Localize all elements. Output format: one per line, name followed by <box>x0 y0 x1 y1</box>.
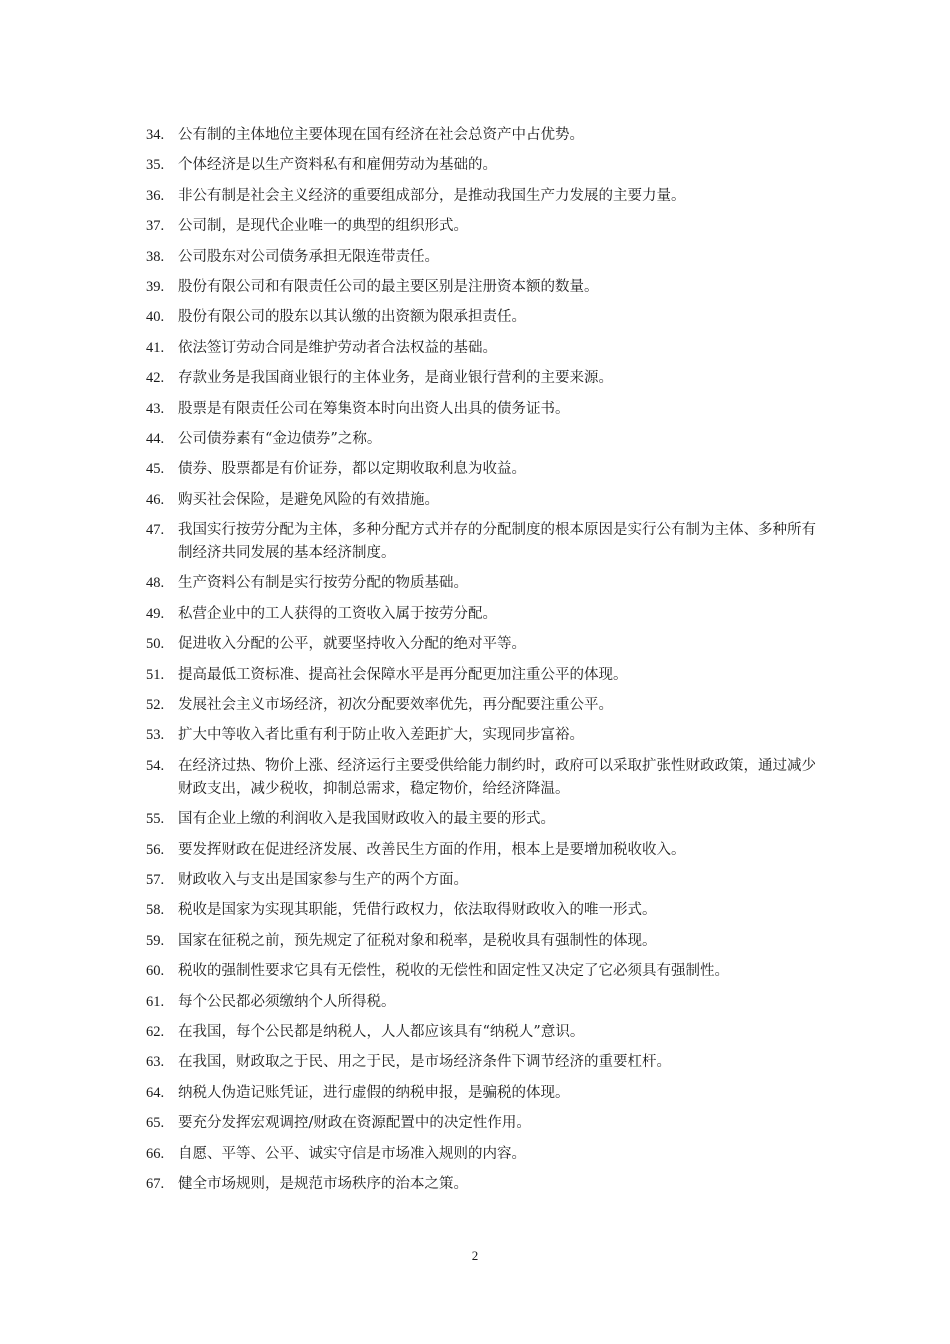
item-number: 63. <box>146 1054 165 1071</box>
item-number: 57. <box>146 871 165 888</box>
item-number: 43. <box>146 400 165 417</box>
item-number: 35. <box>146 157 165 174</box>
item-text: 每个公民都必须缴纳个人所得税。 <box>178 993 396 1010</box>
item-text: 税收是国家为实现其职能，凭借行政权力，依法取得财政收入的唯一形式。 <box>178 902 657 919</box>
list-item <box>146 367 816 390</box>
item-text: 在我国，每个公民都是纳税人，人人都应该具有“纳税人”意识。 <box>178 1023 585 1040</box>
list-item <box>146 519 816 565</box>
item-number: 60. <box>146 963 165 980</box>
item-number: 64. <box>146 1084 165 1101</box>
item-text: 债券、股票都是有价证券，都以定期收取利息为收益。 <box>178 461 526 478</box>
item-number: 36. <box>146 187 165 204</box>
list-item <box>146 664 816 687</box>
list-item <box>146 869 816 892</box>
item-number: 34. <box>146 127 165 143</box>
list-item <box>146 694 816 717</box>
item-text: 在我国，财政取之于民、用之于民，是市场经济条件下调节经济的重要杠杆。 <box>178 1054 671 1071</box>
item-number: 59. <box>146 932 165 949</box>
item-text: 非公有制是社会主义经济的重要组成部分，是推动我国生产力发展的主要力量。 <box>178 187 686 204</box>
item-number: 62. <box>146 1023 165 1040</box>
list-item <box>146 991 816 1014</box>
item-text: 个体经济是以生产资料私有和雇佣劳动为基础的。 <box>178 157 497 174</box>
item-number: 39. <box>146 278 165 295</box>
page-number: 2 <box>471 1248 479 1263</box>
item-text: 国有企业上缴的利润收入是我国财政收入的最主要的形式。 <box>178 811 555 828</box>
list-item <box>146 1112 816 1135</box>
item-number: 53. <box>146 727 165 744</box>
list-item <box>146 839 816 862</box>
list-item <box>146 633 816 656</box>
item-text: 生产资料公有制是实行按劳分配的物质基础。 <box>178 575 468 592</box>
item-number: 38. <box>146 248 165 265</box>
item-number: 56. <box>146 841 165 858</box>
list-item <box>146 603 816 626</box>
item-text: 要发挥财政在促进经济发展、改善民生方面的作用，根本上是要增加税收收入。 <box>178 841 686 858</box>
item-number: 67. <box>146 1175 165 1192</box>
list-item <box>146 154 816 177</box>
list-item <box>146 185 816 208</box>
list-item <box>146 572 816 595</box>
item-text: 纳税人伪造记账凭证，进行虚假的纳税申报，是骗税的体现。 <box>178 1084 570 1101</box>
item-number: 50. <box>146 636 165 653</box>
item-text: 财政收入与支出是国家参与生产的两个方面。 <box>178 871 468 888</box>
list-item <box>146 1021 816 1044</box>
item-number: 45. <box>146 461 165 478</box>
item-number: 55. <box>146 811 165 828</box>
item-text: 要充分发挥宏观调控/财政在资源配置中的决定性作用。 <box>178 1115 531 1132</box>
list-item <box>146 398 816 421</box>
item-text: 购买社会保险，是避免风险的有效措施。 <box>178 491 439 508</box>
list-item <box>146 458 816 481</box>
item-number: 65. <box>146 1115 165 1132</box>
item-number: 66. <box>146 1145 165 1162</box>
list-item <box>146 930 816 953</box>
list-item <box>146 1051 816 1074</box>
item-number: 48. <box>146 575 165 592</box>
list-item <box>146 306 816 329</box>
item-text: 税收的强制性要求它具有无偿性，税收的无偿性和固定性又决定了它必须具有强制性。 <box>178 963 729 980</box>
item-text: 我国实行按劳分配为主体，多种分配方式并存的分配制度的根本原因是实行公有制为主体、多种所有制经济共同发展的基本经济制度。 <box>178 522 816 562</box>
item-text: 股份有限公司的股东以其认缴的出资额为限承担责任。 <box>178 309 526 326</box>
item-text: 股票是有限责任公司在筹集资本时向出资人出具的债务证书。 <box>178 400 570 417</box>
item-text: 扩大中等收入者比重有利于防止收入差距扩大，实现同步富裕。 <box>178 727 584 744</box>
item-text: 公司债券素有“金边债券”之称。 <box>178 430 382 447</box>
item-number: 41. <box>146 339 165 356</box>
item-text: 健全市场规则，是规范市场秩序的治本之策。 <box>178 1175 468 1192</box>
list-item <box>146 808 816 831</box>
item-number: 44. <box>146 430 165 447</box>
list-item <box>146 276 816 299</box>
item-text: 公司制，是现代企业唯一的典型的组织形式。 <box>178 218 468 235</box>
item-number: 40. <box>146 309 165 326</box>
list-item <box>146 246 816 269</box>
item-text: 促进收入分配的公平，就要坚持收入分配的绝对平等。 <box>178 636 526 653</box>
list-item <box>146 489 816 512</box>
list-item <box>146 724 816 747</box>
item-text: 公有制的主体地位主要体现在国有经济在社会总资产中占优势。 <box>178 127 584 143</box>
item-number: 54. <box>146 757 165 774</box>
item-number: 49. <box>146 605 165 622</box>
item-number: 46. <box>146 491 165 508</box>
list-item <box>146 960 816 983</box>
item-text: 发展社会主义市场经济，初次分配要效率优先，再分配要注重公平。 <box>178 697 613 714</box>
list-item <box>146 1173 816 1196</box>
item-number: 51. <box>146 666 165 683</box>
item-text: 公司股东对公司债务承担无限连带责任。 <box>178 248 439 265</box>
item-text: 在经济过热、物价上涨、经济运行主要受供给能力制约时，政府可以采取扩张性财政政策，通过减少财政支出，减少税收，抑制总需求，稳定物价，给经济降温。 <box>178 757 816 797</box>
item-text: 存款业务是我国商业银行的主体业务，是商业银行营利的主要来源。 <box>178 370 613 387</box>
list-item <box>146 899 816 922</box>
statement-list <box>146 124 816 1203</box>
item-text: 依法签订劳动合同是维护劳动者合法权益的基础。 <box>178 339 497 356</box>
list-item <box>146 215 816 238</box>
item-text: 自愿、平等、公平、诚实守信是市场准入规则的内容。 <box>178 1145 526 1162</box>
item-number: 47. <box>146 522 165 539</box>
list-item <box>146 428 816 451</box>
list-item <box>146 1082 816 1105</box>
item-number: 52. <box>146 697 165 714</box>
item-number: 37. <box>146 218 165 235</box>
item-text: 股份有限公司和有限责任公司的最主要区别是注册资本额的数量。 <box>178 278 599 295</box>
list-item <box>146 1143 816 1166</box>
list-item <box>146 337 816 360</box>
item-text: 国家在征税之前，预先规定了征税对象和税率，是税收具有强制性的体现。 <box>178 932 657 949</box>
item-text: 提高最低工资标准、提高社会保障水平是再分配更加注重公平的体现。 <box>178 666 628 683</box>
item-number: 58. <box>146 902 165 919</box>
list-item <box>146 755 816 801</box>
item-number: 61. <box>146 993 165 1010</box>
item-text: 私营企业中的工人获得的工资收入属于按劳分配。 <box>178 605 497 622</box>
list-item <box>146 124 816 147</box>
item-number: 42. <box>146 370 165 387</box>
